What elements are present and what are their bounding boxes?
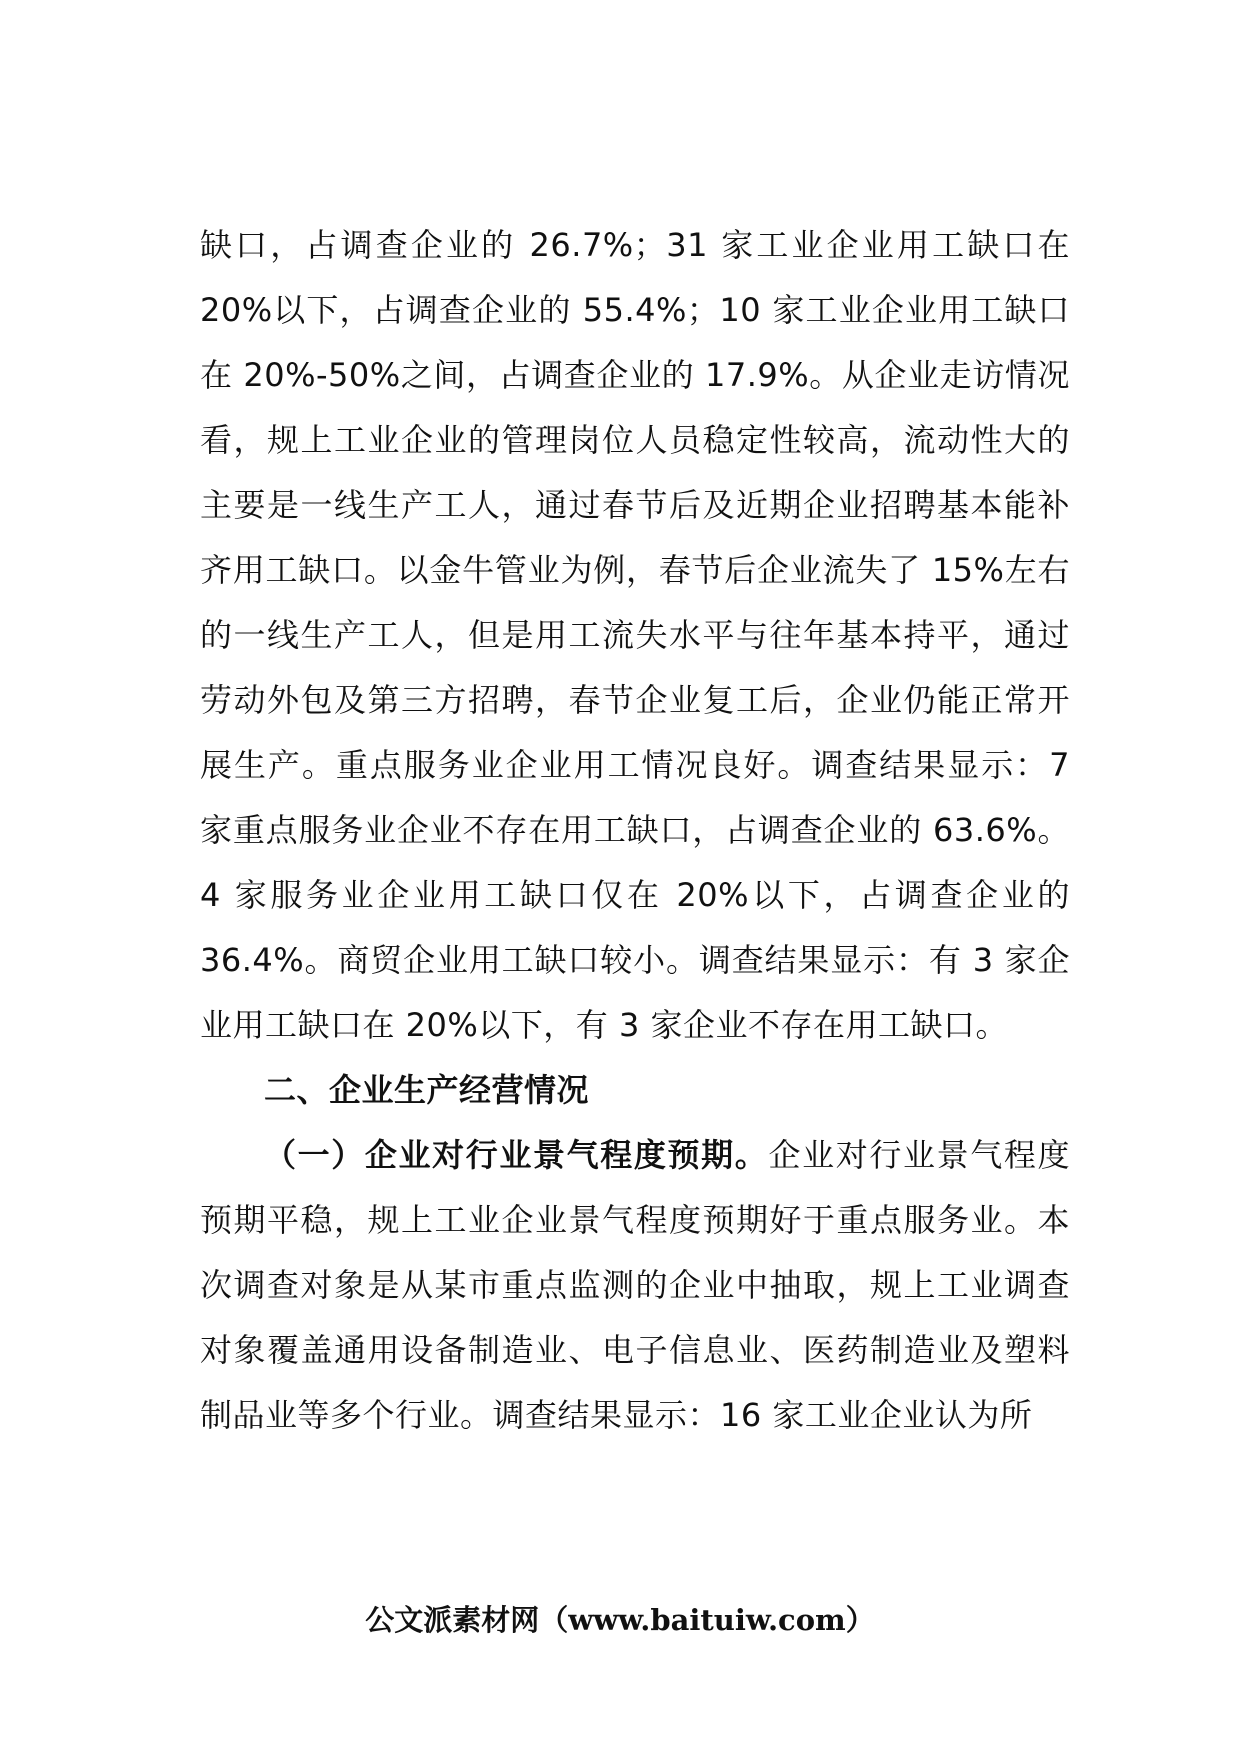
paragraph-industry-outlook xyxy=(200,1123,1070,1448)
section-heading: 二、企业生产经营情况 xyxy=(264,1071,590,1109)
document-body xyxy=(200,213,1070,1448)
footer-watermark: 公文派素材网（www.baituiw.com） xyxy=(365,1603,875,1637)
paragraph-industry-outlook-text: 企业对行业景气程度预期平稳，规上工业企业景气程度预期好于重点服务业。本次调查对象是从某市重点监测的企业中抽取，规上工业调查对象覆盖通用设备制造业、电子信息业、医药制造业及塑料制品业等多个行业。调查结果显示：16 家工业企业认为所 xyxy=(200,1136,1070,1434)
paragraph-labor-shortage: 缺口，占调查企业的 26.7%；31 家工业企业用工缺口在 20%以下，占调查企业的 55.4%；10 家工业企业用工缺口在 20%-50%之间，占调查企业的 17.9%。从企业走访情况看，规上工业企业的管理岗位人员稳定性较高，流动性大的主要是一线生产工人，通过春节后及近期企业招聘基本能补齐用工缺口。以金牛管业为例，春节后企业流失了 15%左右的一线生产工人，但是用工流失水平与往年基本持平，通过劳动外包及第三方招聘，春节企业复工后，企业仍能正常开展生产。重点服务业企业用工情况良好。调查结果显示：7 家重点服务业企业不存在用工缺口，占调查企业的 63.6%。4 家服务业企业用工缺口仅在 20%以下，占调查企业的 36.4%。商贸企业用工缺口较小。调查结果显示：有 3 家企业用工缺口在 20%以下，有 3 家企业不存在用工缺口。 xyxy=(200,226,1070,1044)
subsection-heading: （一）企业对行业景气程度预期。 xyxy=(264,1136,769,1174)
